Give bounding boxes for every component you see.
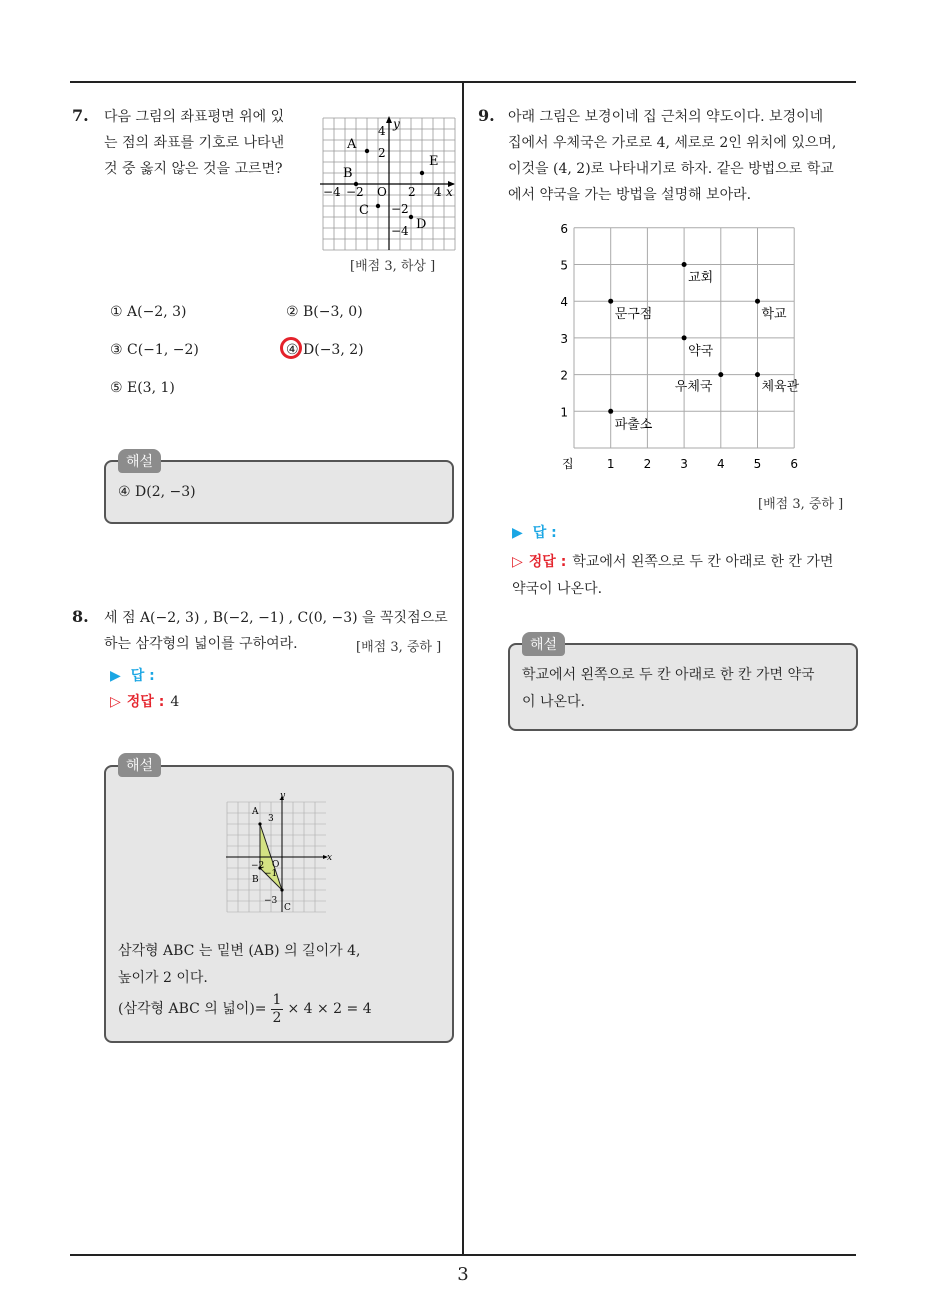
fraction xyxy=(271,992,284,1027)
q7-coordinate-plane xyxy=(318,115,458,255)
fraction-numerator: 1 xyxy=(272,992,282,1008)
q7-option-1[interactable]: ① A(−2, 3) xyxy=(110,304,187,320)
tick-label: −1 xyxy=(264,869,278,879)
q8-triangle-figure xyxy=(224,790,336,916)
q7-option-2[interactable]: ② B(−3, 0) xyxy=(286,304,363,320)
q8-number: 8. xyxy=(72,607,89,626)
correct-arrow-icon: ▷ xyxy=(110,694,121,710)
correct-label: 정답 : xyxy=(126,694,165,710)
map-place-label: 약국 xyxy=(688,343,714,359)
q8-correct-line xyxy=(110,691,179,711)
map-place-marker xyxy=(608,409,613,414)
q9-text-line: 이것을 (4, 2)로 나타내기로 하자. 같은 방법으로 학교 xyxy=(508,161,834,177)
map-x-tick-label: 3 xyxy=(680,457,688,471)
q7-option-3[interactable]: ③ C(−1, −2) xyxy=(110,342,199,358)
explanation-line: 학교에서 왼쪽으로 두 칸 아래로 한 칸 가면 약국 xyxy=(522,667,815,683)
point-label: A xyxy=(252,807,259,817)
correct-label: 정답 : xyxy=(528,554,567,570)
q9-number: 9. xyxy=(478,106,495,125)
tick-label: −2 xyxy=(391,202,409,216)
correct-arrow-icon: ▷ xyxy=(512,554,523,570)
map-place-label: 학교 xyxy=(761,307,787,323)
point-label: A xyxy=(347,137,357,152)
q9-explanation-tag: 해설 xyxy=(522,632,565,656)
tick-label: 3 xyxy=(268,814,274,824)
map-place-marker xyxy=(682,262,687,267)
origin-label: O xyxy=(272,860,280,870)
point-label: C xyxy=(359,203,369,218)
map-place-marker xyxy=(718,372,723,377)
origin-label: O xyxy=(377,185,387,199)
q7-text-line: 다음 그림의 좌표평면 위에 있 xyxy=(104,109,285,125)
correct-value-line: 약국이 나온다. xyxy=(512,581,603,597)
tick-label: 2 xyxy=(408,185,416,199)
map-place-marker xyxy=(682,335,687,340)
q8-answer-line xyxy=(110,665,155,685)
q8-text-line: 세 점 A(−2, 3) , B(−2, −1) , C(0, −3) 을 꼭짓점으로 xyxy=(104,610,448,626)
q9-meta: [배점 3, 중하 ] xyxy=(758,497,844,512)
x-axis-label: x xyxy=(327,853,333,863)
map-x-tick-label: 5 xyxy=(753,457,762,471)
q9-text-line: 집에서 우체국은 가로로 4, 세로로 2인 위치에 있으며, xyxy=(508,135,837,151)
map-place-marker xyxy=(755,299,760,304)
map-x-tick-label: 1 xyxy=(606,457,615,471)
point-label: E xyxy=(429,154,439,169)
map-y-tick-label: 2 xyxy=(560,368,568,383)
q9-text-line: 에서 약국을 가는 방법을 설명해 보아라. xyxy=(508,187,752,203)
q7-option-5[interactable]: ⑤ E(3, 1) xyxy=(110,380,175,396)
y-axis-label: y xyxy=(393,117,400,131)
answer-label: 답 : xyxy=(130,668,155,684)
q7-text xyxy=(104,104,304,182)
map-y-tick-label: 4 xyxy=(560,295,568,310)
q9-explanation-text xyxy=(522,662,852,716)
tick-label: −2 xyxy=(251,861,265,871)
correct-value-line: 학교에서 왼쪽으로 두 칸 아래로 한 칸 가면 xyxy=(572,554,834,570)
explanation-line: 삼각형 ABC 는 밑변 (AB) 의 길이가 4, xyxy=(118,943,361,959)
map-y-tick-label: 1 xyxy=(560,405,568,420)
q7-text-line: 것 중 옳지 않은 것을 고르면? xyxy=(104,161,283,177)
q7-explanation-text: ④ D(2, −3) xyxy=(118,484,196,500)
x-axis-label: x xyxy=(446,185,453,199)
tick-label: 4 xyxy=(434,185,442,199)
q7-option-4[interactable]: ④ D(−3, 2) xyxy=(286,342,364,358)
q7-meta: [배점 3, 하상 ] xyxy=(350,259,436,274)
map-y-tick-label: 5 xyxy=(560,258,568,273)
q7-number: 7. xyxy=(72,106,89,125)
map-origin-label: 집 xyxy=(562,457,574,471)
map-x-tick-label: 6 xyxy=(790,457,799,471)
answer-label: 답 : xyxy=(532,525,557,541)
map-place-marker xyxy=(608,299,613,304)
q9-text xyxy=(508,104,860,208)
point-label: D xyxy=(416,217,427,232)
map-x-tick-label: 4 xyxy=(716,457,725,471)
map-place-label: 문구점 xyxy=(614,307,653,323)
formula-prefix: (삼각형 ABC 의 넓이)= xyxy=(118,1001,267,1017)
map-y-tick-label: 6 xyxy=(560,221,568,236)
correct-value: 4 xyxy=(170,694,180,710)
page-number: 3 xyxy=(457,1264,469,1285)
map-x-tick-label: 2 xyxy=(643,457,652,471)
tick-label: 2 xyxy=(378,146,386,160)
point-label: C xyxy=(284,903,291,913)
tick-label: −3 xyxy=(264,896,278,906)
map-place-marker xyxy=(755,372,760,377)
q9-correct-line xyxy=(512,549,833,603)
map-place-label: 체육관 xyxy=(761,379,800,395)
map-y-tick-label: 3 xyxy=(560,331,568,346)
q8-explanation-tag: 해설 xyxy=(118,753,161,777)
tick-label: −2 xyxy=(346,185,364,199)
fraction-denominator: 2 xyxy=(272,1010,282,1026)
answer-arrow-icon: ▶ xyxy=(110,668,121,684)
bottom-rule xyxy=(70,1254,856,1256)
q8-explanation-text xyxy=(118,938,448,1027)
map-place-label: 교회 xyxy=(688,270,714,286)
tick-label: −4 xyxy=(323,185,341,199)
q7-explanation-tag: 해설 xyxy=(118,449,161,473)
explanation-line: 이 나온다. xyxy=(522,694,585,710)
map-place-label: 우체국 xyxy=(674,379,713,395)
point-label: B xyxy=(343,166,353,181)
explanation-formula xyxy=(118,992,448,1027)
answer-arrow-icon: ▶ xyxy=(512,525,523,541)
point-label: B xyxy=(252,875,259,885)
explanation-line: 높이가 2 이다. xyxy=(118,970,208,986)
q8-meta: [배점 3, 중하 ] xyxy=(356,640,442,655)
q7-text-line: 는 점의 좌표를 기호로 나타낸 xyxy=(104,135,285,151)
q8-text-line: 하는 삼각형의 넓이를 구하여라. xyxy=(104,636,298,652)
y-axis-label: y xyxy=(280,791,286,801)
formula-suffix: × 4 × 2 = 4 xyxy=(287,1001,372,1017)
q9-answer-line xyxy=(512,522,557,542)
q9-text-line: 아래 그림은 보경이네 집 근처의 약도이다. 보경이네 xyxy=(508,109,824,125)
q9-neighborhood-map xyxy=(556,218,818,473)
map-place-label: 파출소 xyxy=(614,417,653,433)
tick-label: −4 xyxy=(391,224,409,238)
column-divider xyxy=(462,82,464,1255)
tick-label: 4 xyxy=(378,124,386,138)
